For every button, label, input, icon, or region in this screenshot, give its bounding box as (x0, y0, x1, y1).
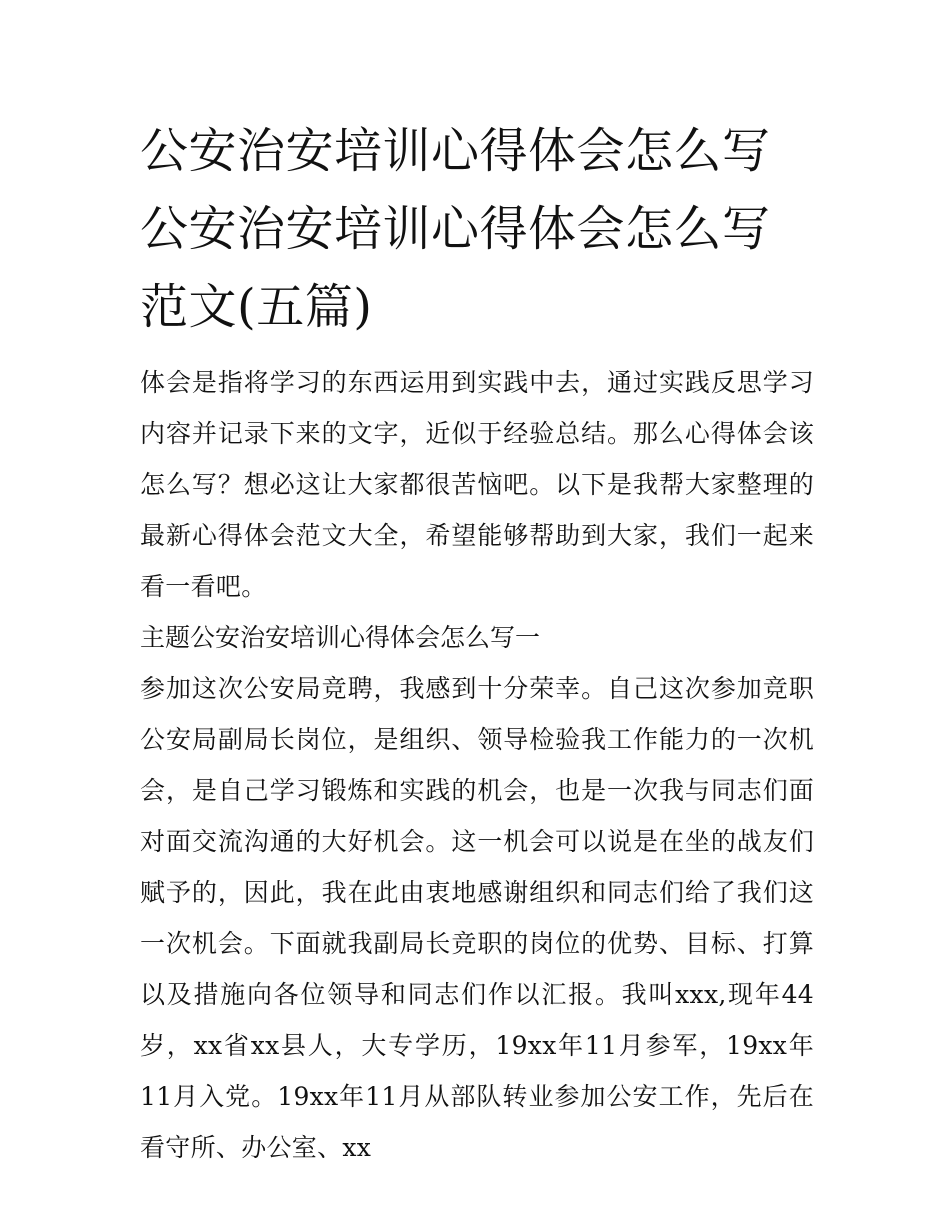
title-line-2: 公安治安培训心得体会怎么写 (140, 201, 771, 257)
section-heading: 主题公安治安培训心得体会怎么写一 (140, 623, 541, 652)
title-line-3: 范文(五篇) (140, 279, 373, 335)
document-page (140, 112, 814, 1173)
document-title (140, 112, 814, 346)
title-line-1: 公安治安培训心得体会怎么写 (140, 123, 771, 179)
intro-paragraph: 体会是指将学习的东西运用到实践中去，通过实践反思学习内容并记录下来的文字，近似于经验总结。那么心得体会该怎么写？想必这让大家都很苦恼吧。以下是我帮大家整理的最新心得体会范文大全，希望能够帮助到大家，我们一起来看一看吧。 (140, 368, 814, 601)
body-paragraph: 参加这次公安局竞聘，我感到十分荣幸。自己这次参加竞职公安局副局长岗位，是组织、领导检验我工作能力的一次机会，是自己学习锻炼和实践的机会，也是一次我与同志们面对面交流沟通的大好机会。这一机会可以说是在坐的战友们赋予的，因此，我在此由衷地感谢组织和同志们给了我们这一次机会。下面就我副局长竞职的岗位的优势、目标、打算以及措施向各位领导和同志们作以汇报。我叫xxx,现年44岁，xx省xx县人，大专学历，19xx年11月参军，19xx年11月入党。19xx年11月从部队转业参加公安工作，先后在看守所、办公室、xx (140, 674, 814, 1162)
